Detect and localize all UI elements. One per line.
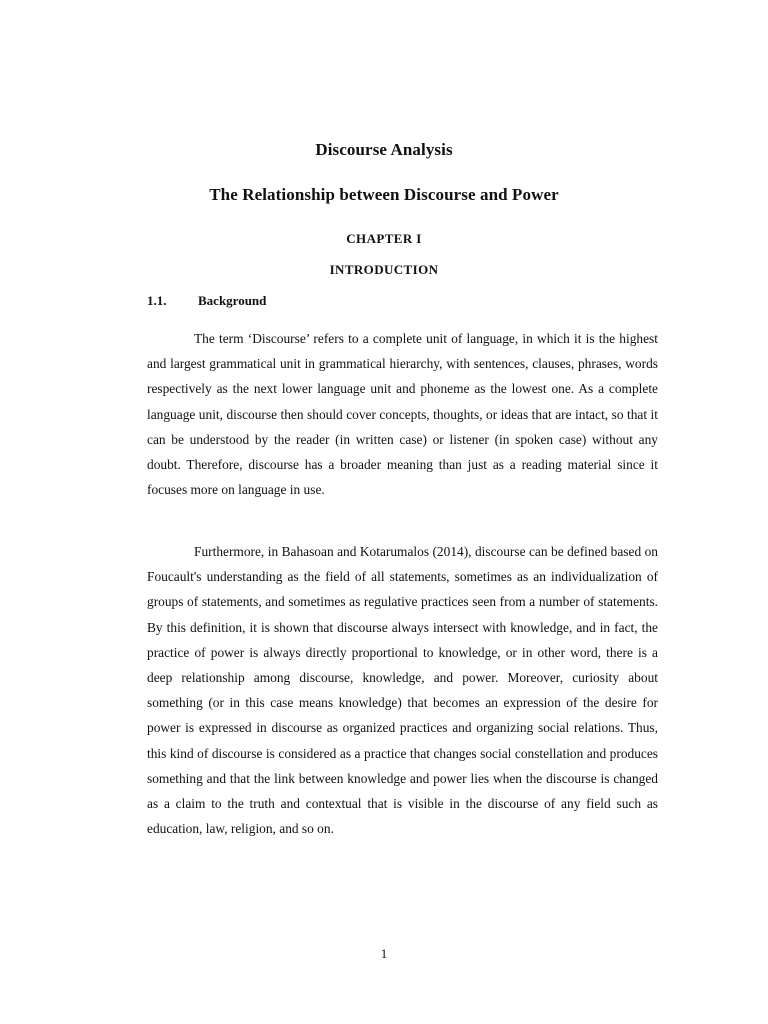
section-number: 1.1.	[147, 293, 167, 308]
paragraph-2: Furthermore, in Bahasoan and Kotarumalos (2014), discourse can be defined based on Foucault's understanding as the field of all statements, sometimes as an individualization of groups of statements, and sometimes as regulative practices seen from a number of statements. By this definition, it is shown that discourse always intersect with knowledge, and in fact, the practice of power is always directly proportional to knowledge, or in other word, there is a deep relationship among discourse, knowledge, and power. Moreover, curiosity about something (or in this case means knowledge) that becomes an expression of the desire for power is expressed in discourse as organized practices and organizing social relations. Thus, this kind of discourse is considered as a practice that changes social constellation and produces something and that the link between knowledge and power lies when the discourse is changed as a claim to the truth and contextual that is visible in the discourse of any field such as education, law, religion, and so on.	[147, 544, 658, 837]
paragraph-1: The term ‘Discourse’ refers to a complete unit of language, in which it is the highest and largest grammatical unit in grammatical hierarchy, with sentences, clauses, phrases, words respectively as the next lower language unit and phoneme as the lowest one. As a complete language unit, discourse then should cover concepts, thoughts, or ideas that are intact, so that it can be understood by the reader (in written case) or listener (in spoken case) without any doubt. Therefore, discourse has a broader meaning than just as a reading material since it focuses more on language in use.	[147, 331, 658, 498]
section-title: Background	[198, 293, 267, 308]
section-heading	[147, 293, 266, 309]
document-title: Discourse Analysis	[315, 140, 453, 159]
chapter-heading: CHAPTER I	[346, 231, 422, 246]
chapter-title: INTRODUCTION	[329, 262, 439, 277]
document-subtitle: The Relationship between Discourse and Power	[209, 185, 559, 204]
page-number: 1	[380, 946, 388, 961]
